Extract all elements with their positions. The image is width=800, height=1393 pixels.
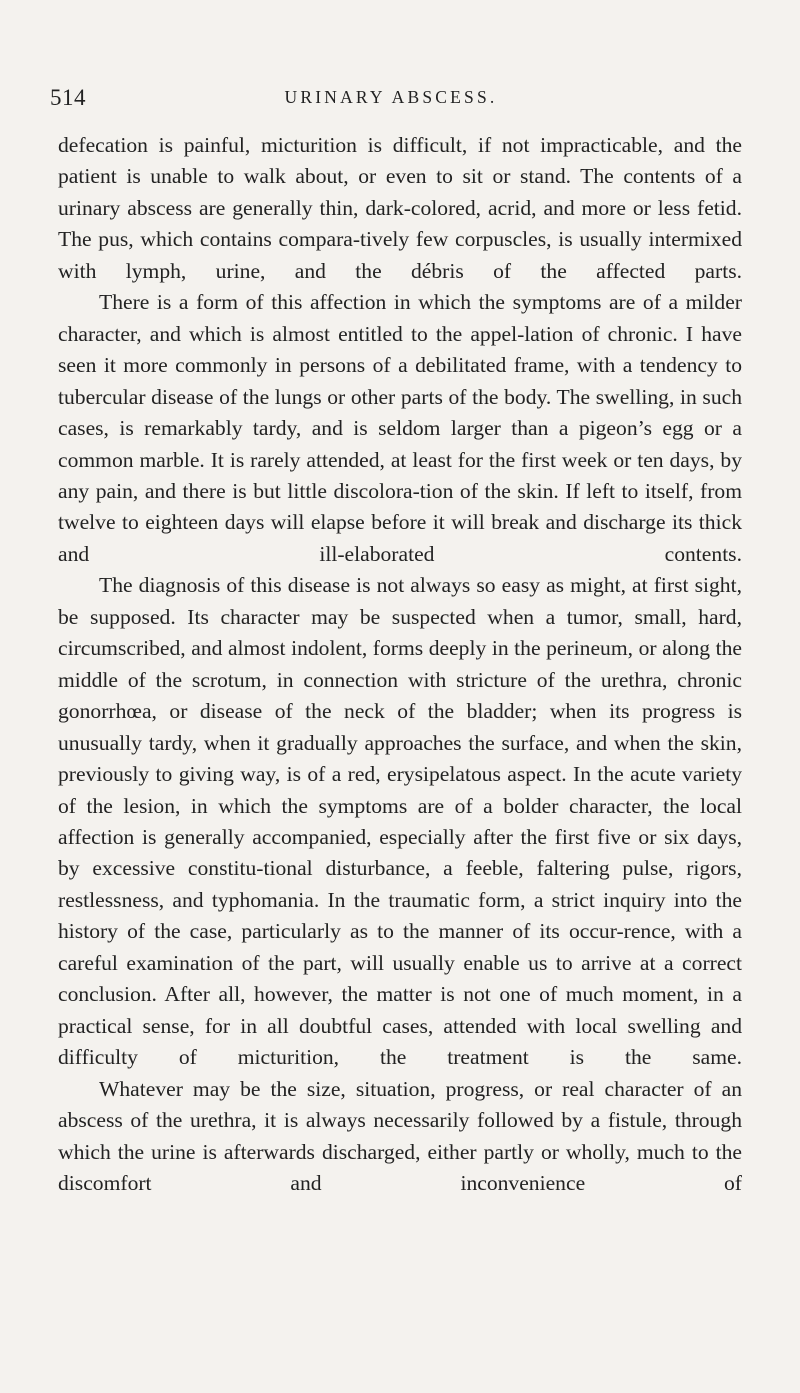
page-header [50, 85, 732, 117]
paragraph-diagnosis: The diagnosis of this disease is not always so easy as might, at first sight, be supposed. Its character may be suspected when a tumor, small, hard, circumscribed, and almost indolent, forms deeply in the perineum, or along the middle of the scrotum, in connection with stricture of the urethra, chronic gonorrhœa, or disease of the neck of the bladder; when its progress is unusually tardy, when it gradually approaches the surface, and when the skin, previously to giving way, is of a red, erysipelatous aspect. In the acute variety of the lesion, in which the symptoms are of a bolder character, the local affection is generally accompanied, especially after the first five or six days, by excessive constitu-tional disturbance, a feeble, faltering pulse, rigors, restlessness, and typhomania. In the traumatic form, a strict inquiry into the history of the case, particularly as to the manner of its occur-rence, with a careful examination of the part, will usually enable us to arrive at a correct conclusion. After all, however, the matter is not one of much moment, in a practical sense, for in all doubtful cases, attended with local swelling and difficulty of micturition, the treatment is the same. [58, 573, 742, 1070]
paragraph-symptoms-continued: defecation is painful, micturition is difficult, if not impracticable, and the patient is unable to walk about, or even to sit or stand. The contents of a urinary abscess are generally thin, dark-colored, acrid, and more or less fetid. The pus, which contains compara-tively few corpuscles, is usually intermixed with lymph, urine, and the débris of the affected parts. [58, 133, 742, 283]
paragraph-fistule: Whatever may be the size, situation, progress, or real character of an abscess of the urethra, it is always necessarily followed by a fistule, through which the urine is afterwards discharged, either partly or wholly, much to the discomfort and inconvenience of [58, 1076, 742, 1195]
page-number: 514 [50, 85, 86, 110]
body-text [58, 130, 742, 1199]
paragraph-chronic-form: There is a form of this affection in which the symptoms are of a milder character, and which is almost entitled to the appel-lation of chronic. I have seen it more commonly in persons of a debilitated frame, with a tendency to tubercular disease of the lungs or other parts of the body. The swelling, in such cases, is remarkably tardy, and is seldom larger than a pigeon’s egg or a common marble. It is rarely attended, at least for the first week or ten days, by any pain, and there is but little discolora-tion of the skin. If left to itself, from twelve to eighteen days will elapse before it will break and discharge its thick and ill-elaborated contents. [58, 290, 742, 566]
running-head: URINARY ABSCESS. [284, 87, 498, 107]
